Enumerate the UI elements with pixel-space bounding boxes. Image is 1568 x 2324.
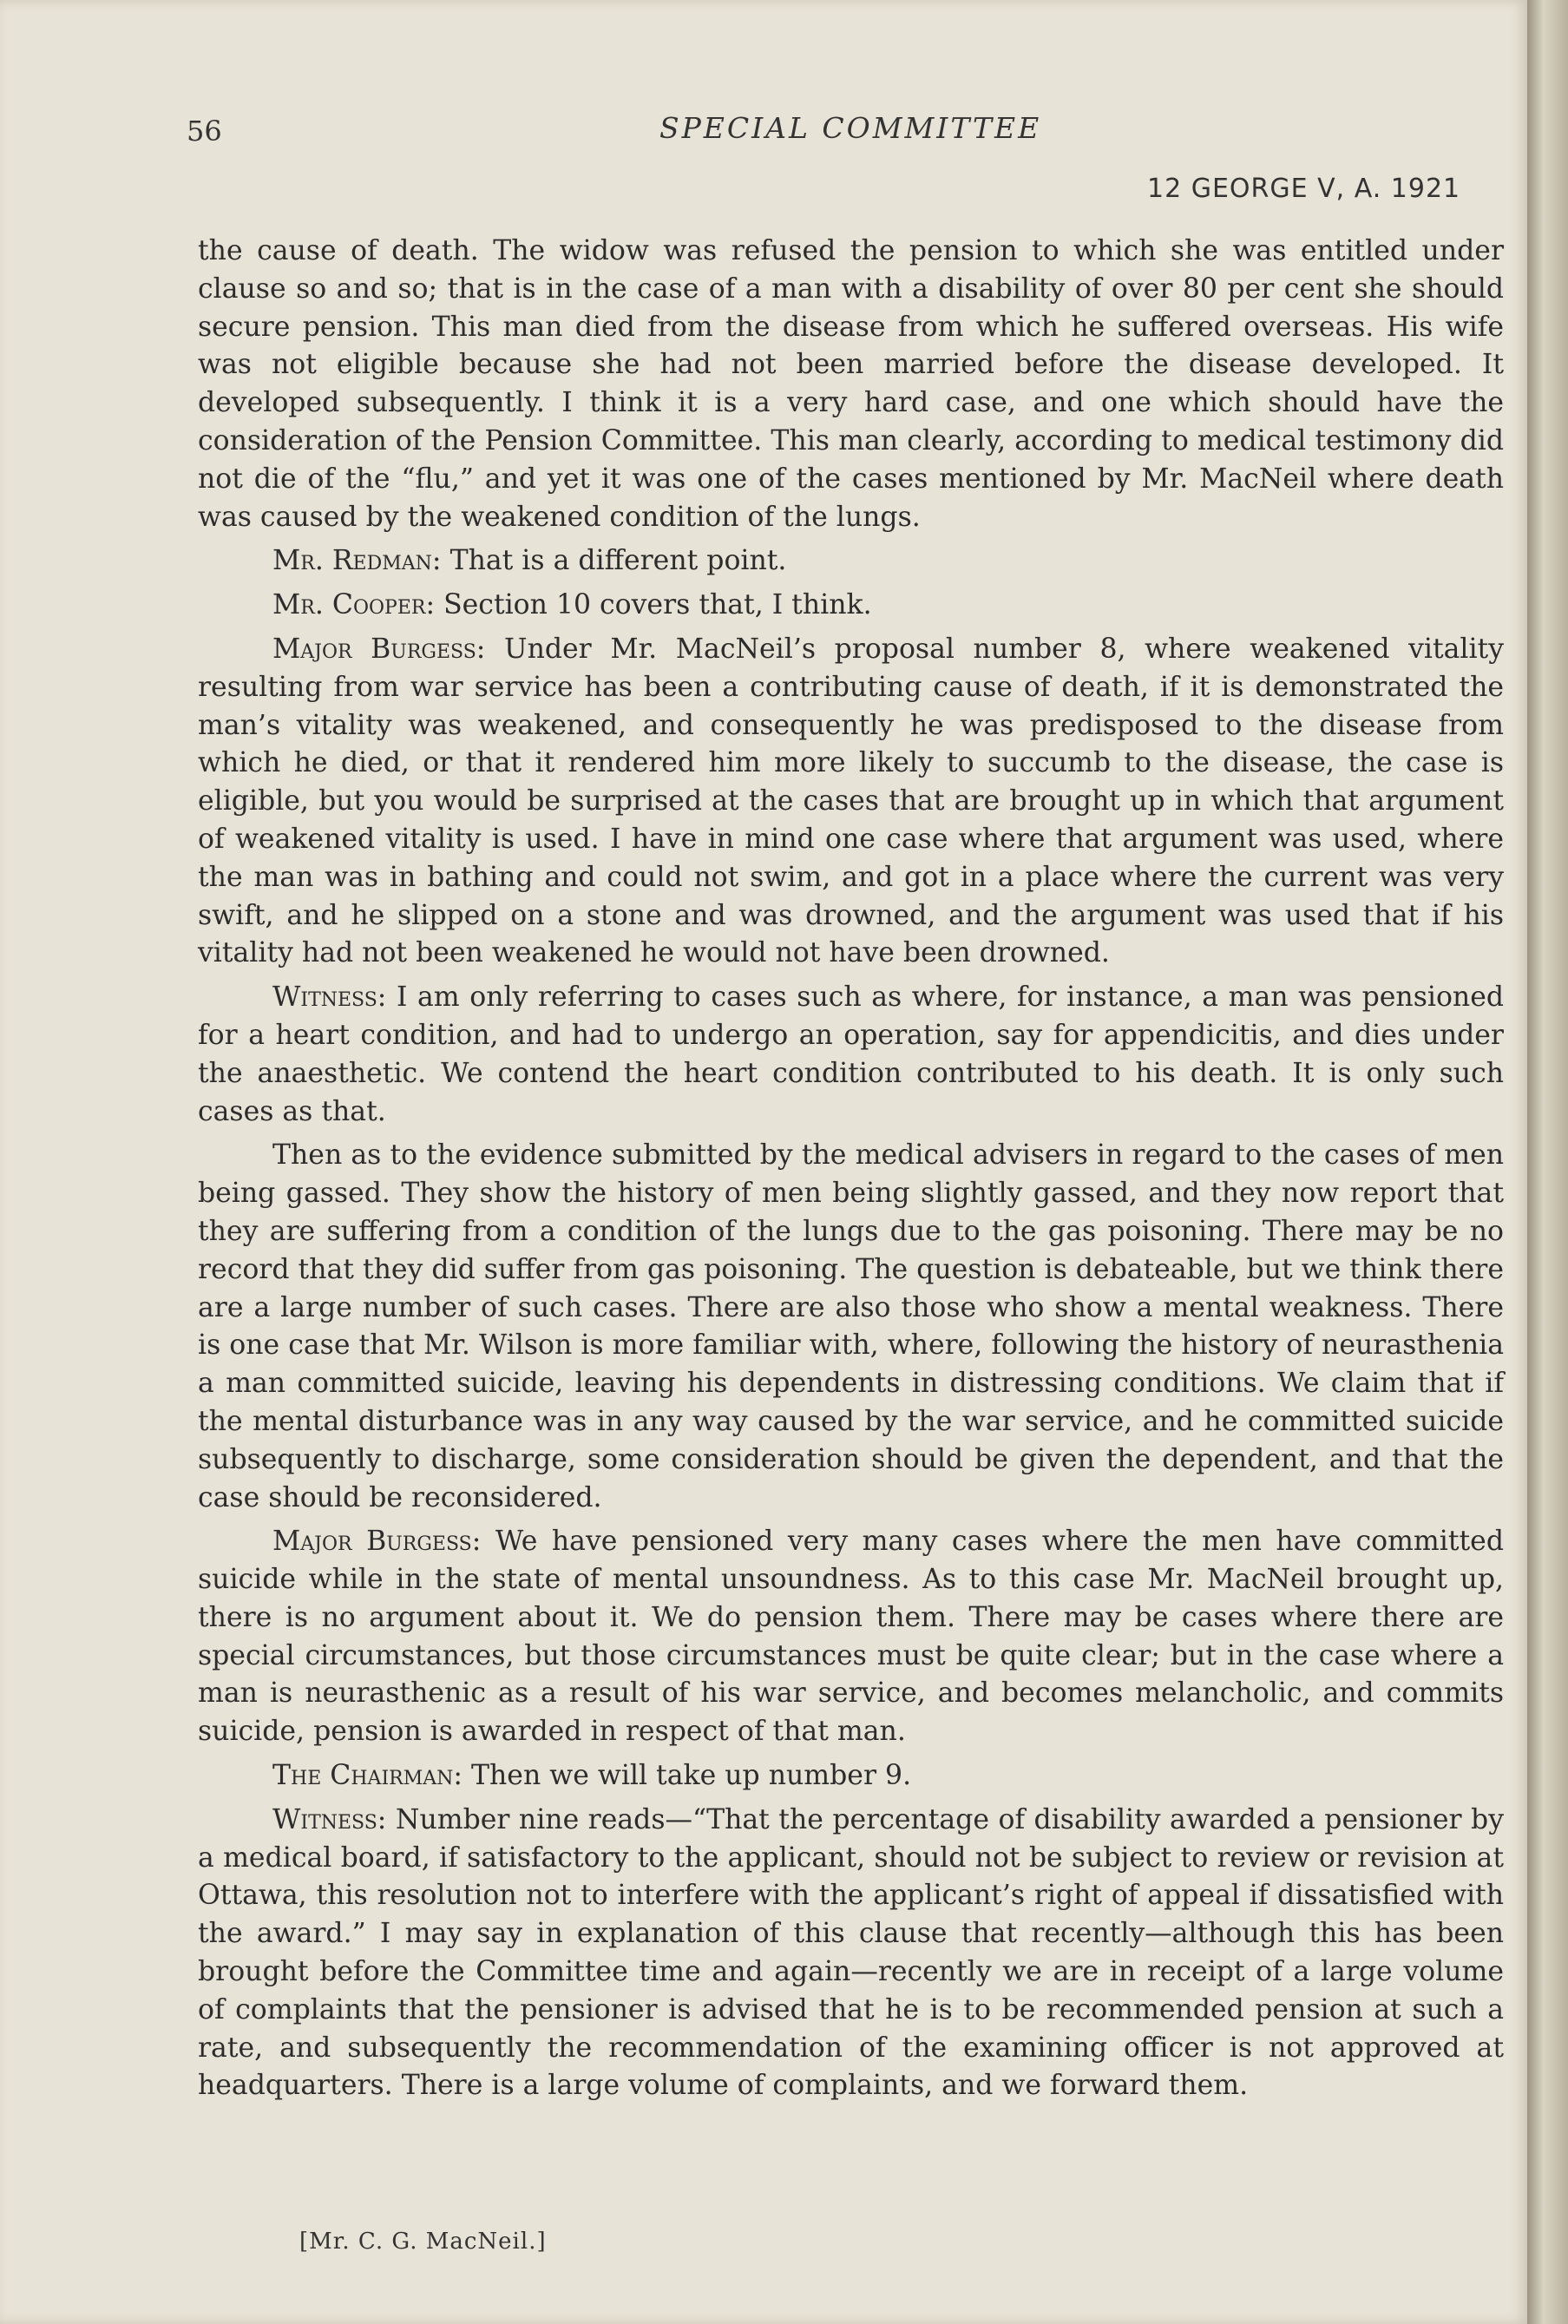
speaker-name: Mr. Cooper:: [272, 589, 436, 621]
speaker-name: Major Burgess:: [272, 633, 486, 665]
paragraph-text: Number nine reads—“That the percentage of disability awarded a pensioner by a medical board, if satisfactory to the applicant, should not be subject to review or revision at Ottawa, this resolution not to interfere with the applicant’s right of appeal if dissatisfied with the award.” I may say in explanation of this clause that recently—although this has been brought before the Committee time and again—recently we are in receipt of a large volume of complaints that the pensioner is advised that he is to be recommended pension at such a rate, and subsequently the recommendation of the examining officer is not approved at headquarters. There is a large volume of complaints, and we forward them.: [198, 1803, 1504, 2102]
page-number: 56: [187, 115, 222, 148]
running-head: SPECIAL COMMITTEE: [659, 111, 1042, 145]
paragraph: [198, 542, 1504, 581]
speaker-name: The Chairman:: [272, 1760, 463, 1792]
paragraph: [198, 979, 1504, 1131]
speaker-name: Major Burgess:: [272, 1526, 482, 1558]
paragraph: [198, 1137, 1504, 1517]
paragraph-text: Under Mr. MacNeil’s proposal number 8, where weakened vitality resulting from war service has been a contributing cause of death, if it is demonstrated the man’s vitality was weakened, and consequently he was predisposed to the disease from which he died, or that it rendered him more likely to succumb to the disease, the case is eligible, but you would be surprised at the cases that are brought up in which that argument of weakened vitality is used. I have in mind one case where that argument was used, where the man was in bathing and could not swim, and got in a place where the current was very swift, and he slipped on a stone and was drowned, and the argument was used that if his vitality had not been weakened he would not have been drowned.: [198, 633, 1504, 969]
paragraph-text: I am only referring to cases such as where, for instance, a man was pensioned for a heart condition, and had to undergo an operation, say for appendicitis, and dies under the anaesthetic. We contend the heart condition contributed to his death. It is only such cases as that.: [198, 981, 1505, 1127]
paragraph: [198, 1523, 1504, 1751]
page-edge: [1527, 0, 1568, 2324]
paragraph: [198, 1802, 1504, 2105]
speaker-name: Witness:: [272, 981, 387, 1014]
paragraph-text: Then we will take up number 9.: [471, 1760, 912, 1792]
paragraph: [198, 233, 1504, 536]
page-header: [0, 104, 1527, 156]
paragraph-text: We have pensioned very many cases where the men have committed suicide while in the state of mental unsoundness. As to this case Mr. MacNeil brought up, there is no argument about it. We do pension them. There may be cases where there are special circumstances, but those circumstances must be quite clear; but in the case where a man is neurasthenic as a result of his war service, and becomes melancholic, and commits suicide, pension is awarded in respect of that man.: [198, 1526, 1504, 1748]
body-text: [198, 233, 1504, 2111]
paragraph-text: That is a different point.: [449, 545, 787, 577]
speaker-footer: [Mr. C. G. MacNeil.]: [299, 2229, 547, 2255]
session-line: 12 GEORGE V, A. 1921: [1147, 174, 1461, 204]
paragraph-text: the cause of death. The widow was refused the pension to which she was entitled under clause so and so; that is in the case of a man with a disability of over 80 per cent she should secure pension. This man died from the disease from which he suffered overseas. His wife was not eligible because she had not been married before the disease developed. It developed subsequently. I think it is a very hard case, and one which should have the consideration of the Pension Committee. This man clearly, according to medical testimony did not die of the “flu,” and yet it was one of the cases mentioned by Mr. MacNeil where death was caused by the weakened condition of the lungs.: [198, 235, 1504, 533]
speaker-name: Mr. Redman:: [272, 545, 442, 577]
speaker-name: Witness:: [272, 1803, 387, 1835]
paragraph: [198, 1757, 1504, 1796]
paragraph: [198, 631, 1504, 973]
paragraph-text: Section 10 covers that, I think.: [443, 589, 872, 621]
paragraph-text: Then as to the evidence submitted by the medical advisers in regard to the cases of men being gassed. They show the history of men being slightly gassed, and they now report that they are suffering from a condition of the lungs due to the gas poisoning. There may be no record that they did suffer from gas poisoning. The question is debateable, but we think there are a large number of such cases. There are also those who show a mental weakness. There is one case that Mr. Wilson is more familiar with, where, following the history of neurasthenia a man committed suicide, leaving his dependents in distressing conditions. We claim that if the mental disturbance was in any way caused by the war service, and he committed suicide subsequently to discharge, some consideration should be given the dependent, and that the case should be reconsidered.: [198, 1139, 1504, 1513]
paragraph: [198, 587, 1504, 625]
